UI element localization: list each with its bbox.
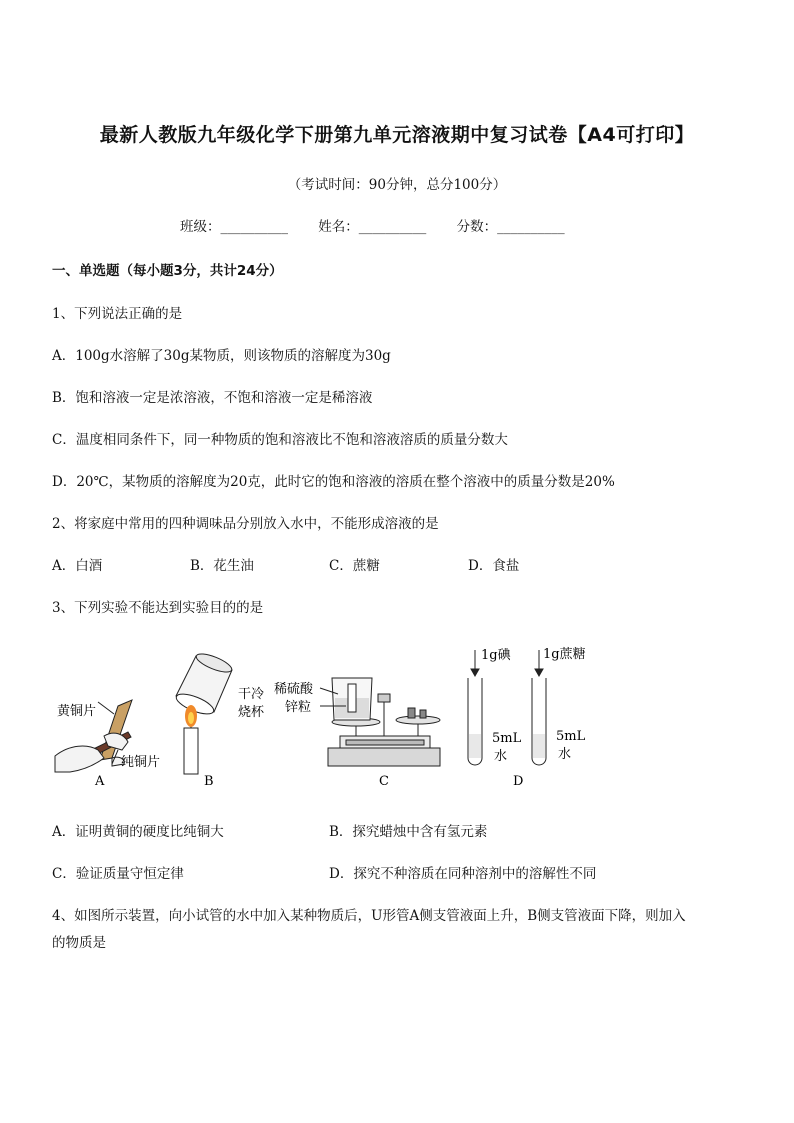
q2-stem: 2、将家庭中常用的四种调味品分别放入水中，不能形成溶液的是 xyxy=(52,516,439,532)
label-iodine: 1g碘 xyxy=(481,648,511,663)
q3-experiment-figure xyxy=(0,636,794,806)
q2-option-d: D．食盐 xyxy=(468,558,520,574)
page-title: 最新人教版九年级化学下册第九单元溶液期中复习试卷【A4可打印】 xyxy=(99,124,695,146)
q1-stem: 1、下列说法正确的是 xyxy=(52,306,183,322)
name-field: 姓名：__________ xyxy=(318,219,427,235)
label-acid: 稀硫酸 xyxy=(274,682,314,697)
label-brass: 黄铜片 xyxy=(57,704,97,719)
q2-option-a: A．白酒 xyxy=(52,558,103,574)
figure-caption-b: B xyxy=(204,774,214,789)
q2-option-b: B．花生油 xyxy=(190,558,254,574)
label-copper: 纯铜片 xyxy=(121,755,161,770)
q1-option-d: D．20℃，某物质的溶解度为20克，此时它的饱和溶液的溶质在整个溶液中的质量分数是20% xyxy=(52,474,615,490)
label-sucrose: 1g蔗糖 xyxy=(543,647,586,662)
q4-stem-line1: 4、如图所示装置，向小试管的水中加入某种物质后，U形管A侧支管液面上升，B侧支管液面下降，则加入 xyxy=(52,908,686,924)
q1-option-a: A．100g水溶解了30g某物质，则该物质的溶解度为30g xyxy=(52,348,391,364)
label-volume-2: 5mL xyxy=(556,729,586,744)
class-field: 班级：__________ xyxy=(180,219,288,235)
q4-stem-line2: 的物质是 xyxy=(52,935,106,951)
q3-option-d: D．探究不种溶质在同种溶剂中的溶解性不同 xyxy=(329,866,597,882)
q1-option-b: B．饱和溶液一定是浓溶液，不饱和溶液一定是稀溶液 xyxy=(52,390,373,406)
figure-c-balance xyxy=(328,678,440,766)
exam-duration: （考试时间：90分钟，总分100分） xyxy=(287,177,507,193)
label-dry-cold: 干冷 xyxy=(238,687,265,702)
label-water-1: 水 xyxy=(494,749,508,764)
label-water-2: 水 xyxy=(558,747,572,762)
figure-b-candle-beaker xyxy=(174,650,234,774)
q3-stem: 3、下列实验不能达到实验目的的是 xyxy=(52,600,264,616)
candle-flame xyxy=(185,705,197,727)
label-zinc: 锌粒 xyxy=(285,700,312,715)
figure-caption-d: D xyxy=(513,774,524,789)
student-info-row xyxy=(180,215,565,235)
q3-option-b: B．探究蜡烛中含有氢元素 xyxy=(329,824,488,840)
label-beaker: 烧杯 xyxy=(238,705,265,720)
q3-option-c: C．验证质量守恒定律 xyxy=(52,866,184,882)
section-heading: 一、单选题（每小题3分，共计24分） xyxy=(52,263,283,279)
figure-d-test-tubes xyxy=(468,650,546,765)
q1-option-c: C．温度相同条件下，同一种物质的饱和溶液比不饱和溶液溶质的质量分数大 xyxy=(52,432,508,448)
figure-caption-c: C xyxy=(379,774,389,789)
q3-option-a: A．证明黄铜的硬度比纯铜大 xyxy=(52,824,224,840)
figure-caption-a: A xyxy=(95,774,105,789)
label-volume-1: 5mL xyxy=(492,731,522,746)
q2-option-c: C．蔗糖 xyxy=(329,558,380,574)
score-field: 分数：__________ xyxy=(456,219,565,235)
